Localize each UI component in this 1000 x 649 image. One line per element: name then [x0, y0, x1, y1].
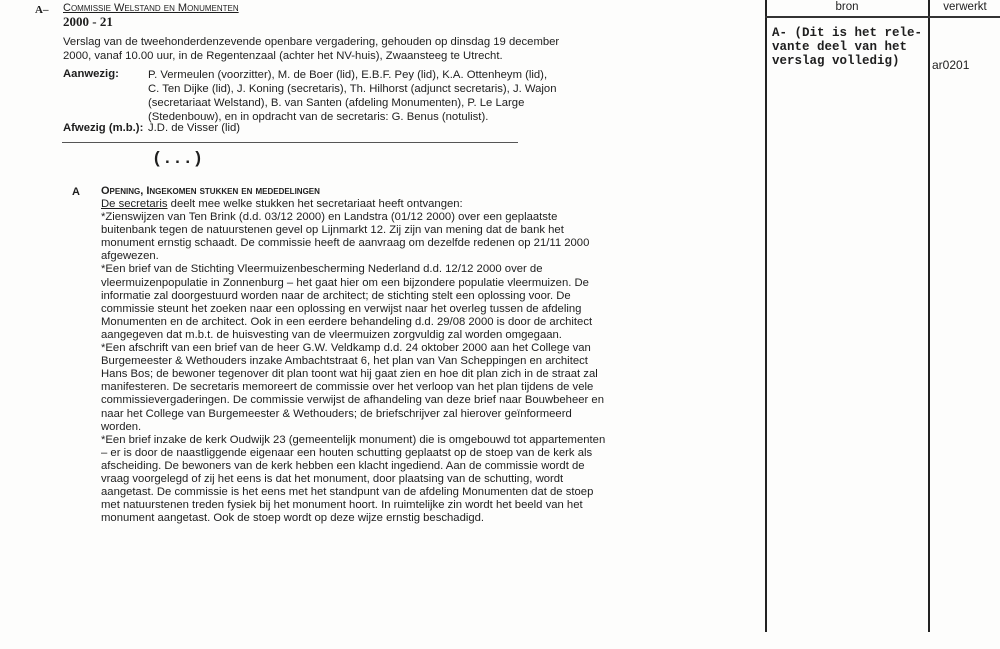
processed-code: ar0201 [932, 58, 970, 72]
body-line: monument aangetast. Ook de stoep wordt op deze wijze ernstig beschadigd. [101, 512, 485, 525]
body-line: naar het College van Burgemeester & Wethouders; de briefschrijver zal hierover geïnformeerd [101, 407, 572, 420]
body-line: buitenbank tegen de natuurstenen gevel op Lijnmarkt 12. Zij zijn van mening dat de bank het [101, 224, 564, 237]
body-line: afgewezen. [101, 250, 159, 263]
absent-list: J.D. de Visser (lid) [148, 122, 241, 134]
body-line: manifesteren. De secretaris memoreert de commissie over het verloop van het plan tijdens de vele [101, 381, 594, 394]
source-line: verslag volledig) [772, 54, 900, 68]
ellipsis: (...) [152, 150, 204, 169]
present-label: Aanwezig: [63, 68, 119, 80]
body-line: – er is door de naastliggende eigenaar een houten schutting geplaatst op de stoep van de kerk als [101, 446, 593, 459]
intro-line: Verslag van de tweehonderdenzevende openbare vergadering, gehouden op dinsdag 19 december [63, 36, 560, 48]
body-line: aangetast. De commissie is het eens met het standpunt van de afdeling Monumenten dat de stoep [101, 486, 594, 499]
column-header-processed: verwerkt [943, 1, 987, 13]
source-note [772, 26, 922, 68]
section-letter: A [72, 186, 80, 198]
body-line: Burgemeester & Wethouders inzake Ambachtstraat 6, het plan van Van Scheppingen en architect [101, 355, 588, 368]
body-line: monument ernstig schaadt. De commissie heeft de aanvraag om dezelfde redenen op 21/11 2000 [101, 237, 590, 250]
body-line [101, 198, 605, 211]
column-header-source: bron [835, 1, 859, 13]
section-body [101, 198, 605, 525]
present-line: C. Ten Dijke (lid), J. Koning (secretaris), Th. Hilhorst (adjunct secretaris), J. Wajon [148, 83, 557, 95]
body-line: vleermuizenpopulatie in Zonnenburg – het gaat hier om een bijzondere populatie vleermuizen. De [101, 276, 589, 289]
body-line: *Zienswijzen van Ten Brink (d.d. 03/12 2000) en Landstra (01/12 2000) over een geplaatste [101, 211, 558, 224]
present-list [148, 68, 557, 124]
present-line: (Stedenbouw), en in opdracht van de secretaris: G. Benus (notulist). [148, 111, 489, 123]
body-line: commissie steunt het zoeken naar een oplossing en verwijst naar het overleg tussen de afdeling [101, 302, 582, 315]
body-line: vraag voorgelegd of zij het eens is dat het monument, door plaatsing van de schutting, wordt [101, 472, 564, 485]
source-line: A- (Dit is het rele- [772, 26, 923, 40]
body-line: aangegeven dat m.b.t. de huisvesting van de vleermuizen zorgvuldig zal worden omgegaan. [101, 328, 562, 341]
divider [62, 142, 518, 143]
body-line: *Een brief van de Stichting Vleermuizenbescherming Nederland d.d. 12/12 2000 over de [101, 263, 543, 276]
table-border-middle [928, 0, 930, 632]
table-border-left [765, 0, 767, 632]
section-title: Opening, Ingekomen stukken en mededelingen [101, 185, 320, 197]
body-line: met natuurstenen treden fysiek bij het monument hoort. In ruimtelijke zin wordt het beeld van het [101, 499, 583, 512]
body-line: afscheiding. De bewoners van de kerk hebben een klacht ingediend. Aan de commissie wordt de [101, 459, 585, 472]
source-line: vante deel van het [772, 40, 908, 54]
body-line: *Een afschrift van een brief van de heer G.W. Veldkamp d.d. 24 oktober 2000 aan het College van [101, 342, 591, 355]
present-line: P. Vermeulen (voorzitter), M. de Boer (lid), E.B.F. Pey (lid), K.A. Ottenheym (lid), [148, 69, 548, 81]
body-line: Monumenten en de architect. Ook in een eerdere behandeling d.d. 29/08 2000 is door de architect [101, 315, 593, 328]
body-line: *Een brief inzake de kerk Oudwijk 23 (gemeentelijk monument) die is omgebouwd tot appartementen [101, 433, 606, 446]
body-line: commissievergaderingen. De commissie verwijst de afhandeling van deze brief naar Bouwbeheer en [101, 394, 604, 407]
body-line: informatie zal doorgestuurd worden naar de architect; de stichting stelt een oplossing voor. De [101, 289, 571, 302]
body-text: deelt mee welke stukken het secretariaat heeft ontvangen: [167, 198, 463, 210]
commission-title: Commissie Welstand en Monumenten [63, 2, 239, 14]
body-line: worden. [101, 420, 142, 433]
intro-line: 2000, vanaf 10.00 uur, in de Regentenzaal (achter het NV-huis), Zwaansteeg te Utrecht. [63, 50, 503, 63]
meeting-number: 2000 - 21 [63, 14, 113, 29]
table-header-border [765, 16, 1000, 18]
section-marker: A– [35, 4, 49, 16]
absent-label: Afwezig (m.b.): [63, 122, 144, 134]
body-line: Hans Bos; de bewoner tegenover dit plan toont wat hij gaat zien en hoe dit plan zich in de straat zal [101, 368, 598, 381]
secretary-underlined: De secretaris [101, 198, 168, 210]
present-line: (secretariaat Welstand), B. van Santen (afdeling Monumenten), P. Le Large [148, 97, 525, 109]
intro [63, 36, 559, 63]
